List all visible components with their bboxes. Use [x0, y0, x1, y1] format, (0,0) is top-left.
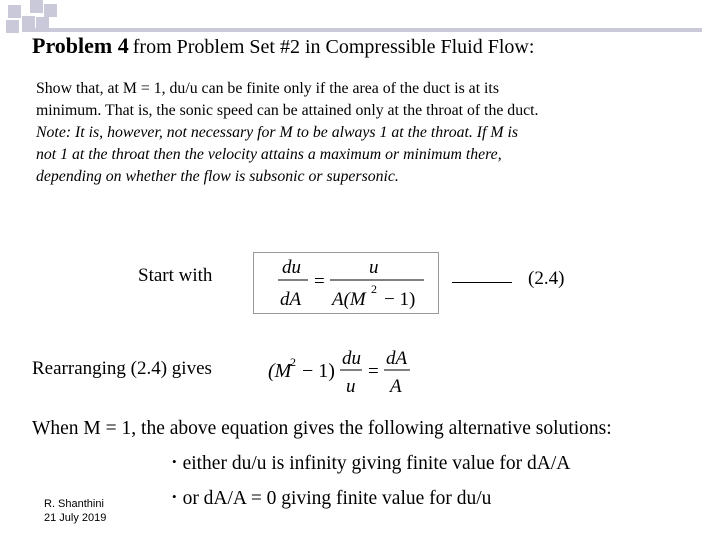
author-name: R. Shanthini — [44, 498, 104, 510]
bullet-icon: • — [172, 489, 177, 504]
eq2-frac2-denominator: A — [390, 376, 402, 396]
eq2-tail: − 1) — [302, 360, 335, 382]
eq1-exponent: 2 — [371, 282, 377, 296]
eq1-rhs-denominator-tail: − 1) — [384, 289, 416, 310]
connector-line — [452, 282, 512, 283]
problem-statement — [36, 78, 686, 188]
eq1-lhs-numerator: du — [282, 257, 301, 278]
eq1-rhs-numerator: u — [369, 257, 379, 278]
eq1-equals: = — [314, 271, 325, 292]
statement-line: minimum. That is, the sonic speed can be attained only at the throat of the duct. — [36, 102, 539, 119]
author-date: 21 July 2019 — [44, 512, 107, 524]
title-subtitle: from Problem Set #2 in Compressible Fluid Flow: — [132, 36, 535, 58]
note-line: not 1 at the throat then the velocity attains a maximum or minimum there, — [36, 146, 502, 163]
note-line: Note: It is, however, not necessary for M to be always 1 at the throat. If M is — [36, 124, 519, 141]
statement-line: Show that, at M = 1, du/u can be finite only if the area of the duct is at its — [36, 80, 499, 97]
eq2-equals: = — [368, 361, 379, 382]
solution-bullet — [172, 488, 491, 510]
rearranged-equation — [266, 344, 416, 396]
eq2-open: (M — [268, 360, 292, 382]
author-footer — [44, 497, 106, 525]
when-statement: When M = 1, the above equation gives the following alternative solutions: — [32, 418, 612, 439]
page-title — [32, 33, 534, 59]
eq1-lhs-denominator: dA — [280, 289, 302, 310]
title-problem-number: Problem 4 — [32, 33, 129, 58]
eq2-frac1-denominator: u — [346, 376, 356, 396]
eq2-frac1-numerator: du — [342, 348, 361, 369]
bullet-icon: • — [172, 454, 177, 469]
note-line: depending on whether the flow is subsonic or supersonic. — [36, 168, 399, 185]
eq2-frac2-numerator: dA — [386, 348, 408, 369]
equation-number: (2.4) — [528, 268, 565, 289]
eq2-exponent: 2 — [290, 355, 296, 369]
bullet-text: or dA/A = 0 giving finite value for du/u — [182, 488, 492, 509]
eq1-rhs-denominator: A(M — [332, 289, 366, 310]
equation-2-4 — [253, 252, 439, 314]
solution-bullet — [172, 453, 570, 475]
rearranging-label: Rearranging (2.4) gives — [32, 358, 212, 379]
start-with-label: Start with — [138, 265, 213, 286]
header-rule — [22, 28, 702, 32]
bullet-text: either du/u is infinity giving finite value for dA/A — [182, 453, 571, 474]
